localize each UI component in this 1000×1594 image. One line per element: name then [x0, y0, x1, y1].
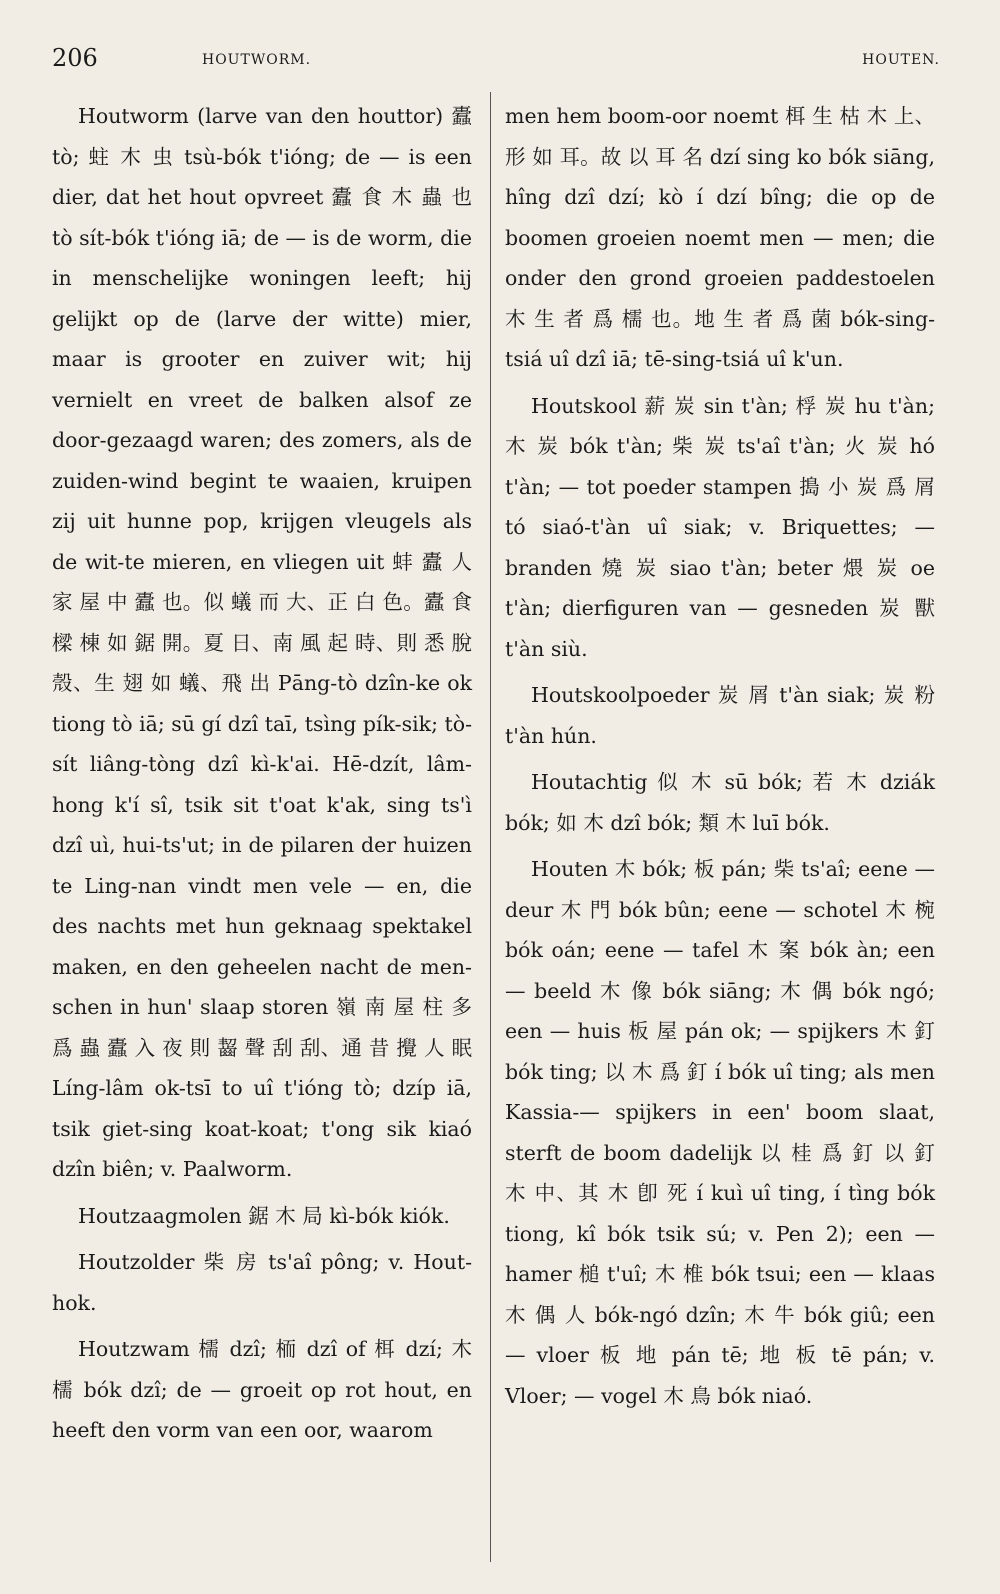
left-column	[52, 96, 472, 1451]
running-header	[52, 44, 940, 74]
column-divider	[490, 92, 491, 1562]
entry-houtzolder: Houtzolder 柴 房 ts'aî pông; v. Hout-hok.	[52, 1250, 472, 1315]
right-running-head: HOUTEN.	[862, 52, 940, 68]
entry-houtzwam-continued: men hem boom-oor noemt 栮 生 枯 木 上、形 如 耳。故 以 耳 名 dzí sing ko bók siāng, hîng dzî dzí; kò í dzí bîng; die op de boomen groeien noemt men — men; die onder den grond groeien paddestoelen 木 生 者 爲 檽 也。地 生 者 爲 菌 bók-sing-tsiá uî dzî iā; tē-sing-tsiá uî k'un.	[505, 104, 935, 371]
page-number: 206	[52, 44, 98, 72]
entry-houtworm: Houtworm (larve van den houttor) 蠹 tò; 蛀 木 虫 tsù-bók t'ióng; de — is een dier, dat het hout opvreet 蠹 食 木 蟲 也 tò sít-bók t'ióng iā; de — is de worm, die in menschelijke woningen leeft; hij gelijkt op de (larve der witte) mier, maar is grooter en zuiver wit; hij vernielt en vreet de balken alsof ze door-gezaagd waren; des zomers, als de zuiden-wind begint te waaien, kruipen zij uit hunne pop, krijgen vleugels als de wit-te mieren, en vliegen uit 蚌 蠹 人 家 屋 中 蠹 也。似 蟻 而 大、正 白 色。蠹 食 樑 棟 如 鋸 開。夏 日、南 風 起 時、則 悉 脫 殼、生 翅 如 蟻、飛 出 Pāng-tò dzîn-ke ok tiong tò iā; sū gí dzî taī, tsìng pík-sik; tò-sít liâng-tòng dzî kì-k'ai. Hē-dzít, lâm-hong k'í sî, tsik sit t'oat k'ak, sing ts'ì dzî uì, hui-ts'ut; in de pilaren der huizen te Ling-nan vindt men vele — en, die des nachts met hun geknaag spektakel maken, en den geheelen nacht de men-schen in hun' slaap storen 嶺 南 屋 柱 多 爲 蟲 蠹 入 夜 則 齧 聲 刮 刮、通 昔 攪 人 眠 Líng-lâm ok-tsī to uî t'ióng tò; dzíp iā, tsik giet-sing koat-koat; t'ong sik kiaó dzîn biên; v. Paalworm.	[52, 104, 473, 1181]
entry-houtskool: Houtskool 薪 炭 sin t'àn; 桴 炭 hu t'àn; 木 炭 bók t'àn; 柴 炭 ts'aî t'àn; 火 炭 hó t'àn; — tot poeder stampen 搗 小 炭 爲 屑 tó siaó-t'àn uî siak; v. Briquettes; — branden 燒 炭 siao t'àn; beter 煨 炭 oe t'àn; dierfiguren van — gesneden 炭 獸 t'àn siù.	[505, 393, 935, 661]
entry-houtzwam: Houtzwam 檽 dzî; 栭 dzî of 栮 dzí; 木 檽 bók dzî; de — groeit op rot hout, en heeft den vorm van een oor, waarom	[52, 1337, 472, 1442]
right-column	[505, 96, 935, 1416]
entry-houten: Houten 木 bók; 板 pán; 柴 ts'aî; eene — deur 木 門 bók bûn; eene — schotel 木 椀 bók oán; eene — tafel 木 案 bók àn; een — beeld 木 像 bók siāng; 木 偶 bók ngó; een — huis 板 屋 pán ok; — spijkers 木 釘 bók ting; 以 木 爲 釘 í bók uî ting; als men Kassia-— spijkers in een' boom slaat, sterft de boom dadelijk 以 桂 爲 釘 以 釘 木 中、其 木 卽 死 í kuì uî ting, í tìng bók tiong, kî bók tsik sú; v. Pen 2); een — hamer 槌 t'uî; 木 椎 bók tsui; een — klaas 木 偶 人 bók-ngó dzîn; 木 牛 bók giû; een — vloer 板 地 pán tē; 地 板 tē pán; v. Vloer; — vogel 木 鳥 bók niaó.	[505, 857, 935, 1408]
entry-houtzaagmolen: Houtzaagmolen 鋸 木 局 kì-bók kiók.	[78, 1203, 450, 1228]
left-running-head: HOUTWORM.	[202, 52, 312, 68]
entry-houtskoolpoeder: Houtskoolpoeder 炭 屑 t'àn siak; 炭 粉 t'àn hún.	[505, 683, 935, 748]
entry-houtachtig: Houtachtig 似 木 sū bók; 若 木 dziák bók; 如 木 dzî bók; 類 木 luī bók.	[505, 770, 935, 835]
